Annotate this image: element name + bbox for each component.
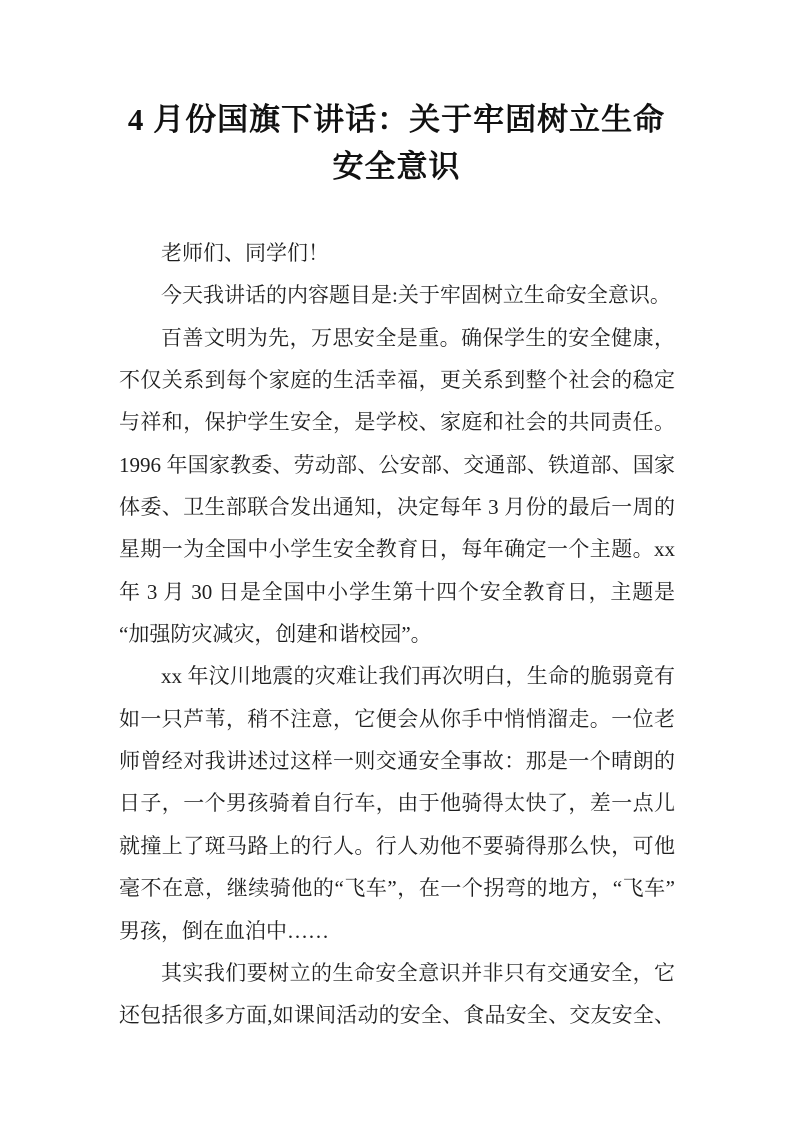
paragraph: [119, 952, 675, 1037]
document-title: [58, 96, 735, 190]
document-body: [119, 232, 675, 1037]
text-line: 如一只芦苇，稍不注意，它便会从你手中悄悄溜走。一位老: [119, 706, 675, 731]
paragraph: [119, 317, 675, 656]
text-line: 就撞上了斑马路上的行人。行人劝他不要骑得那么快，可他: [119, 833, 675, 858]
text-line: 师曾经对我讲述过这样一则交通安全事故：那是一个晴朗的: [119, 749, 675, 774]
text-line: 今天我讲话的内容题目是:关于牢固树立生命安全意识。: [161, 283, 671, 308]
text-line: “加强防灾减灾，创建和谐校园”。: [119, 622, 432, 647]
text-line: 1996 年国家教委、劳动部、公安部、交通部、铁道部、国家: [119, 452, 675, 477]
document-title-line-2: 安全意识: [332, 149, 461, 184]
text-line: 毫不在意，继续骑他的“飞车”，在一个拐弯的地方，“飞车”: [119, 876, 675, 901]
paragraph: [119, 655, 675, 951]
text-line: 体委、卫生部联合发出通知，决定每年 3 月份的最后一周的: [119, 495, 675, 520]
paragraph: [119, 274, 675, 316]
text-line: 还包括很多方面,如课间活动的安全、食品安全、交友安全、: [119, 1003, 675, 1028]
text-line: 与祥和，保护学生安全，是学校、家庭和社会的共同责任。: [119, 410, 675, 435]
text-line: 老师们、同学们！: [161, 241, 329, 265]
text-line: 其实我们要树立的生命安全意识并非只有交通安全，它: [161, 960, 675, 985]
text-line: 星期一为全国中小学生安全教育日，每年确定一个主题。xx: [119, 537, 675, 562]
text-line: 不仅关系到每个家庭的生活幸福，更关系到整个社会的稳定: [119, 368, 675, 393]
paragraph: [119, 232, 675, 274]
text-line: 百善文明为先，万思安全是重。确保学生的安全健康，: [161, 325, 675, 350]
text-line: 男孩，倒在血泊中……: [119, 918, 329, 943]
text-line: 年 3 月 30 日是全国中小学生第十四个安全教育日，主题是: [119, 579, 675, 604]
text-line: 日子，一个男孩骑着自行车，由于他骑得太快了，差一点儿: [119, 791, 675, 816]
document-title-line-1: 4 月份国旗下讲话：关于牢固树立生命: [127, 102, 666, 137]
text-line: xx 年汶川地震的灾难让我们再次明白，生命的脆弱竟有: [161, 664, 675, 689]
